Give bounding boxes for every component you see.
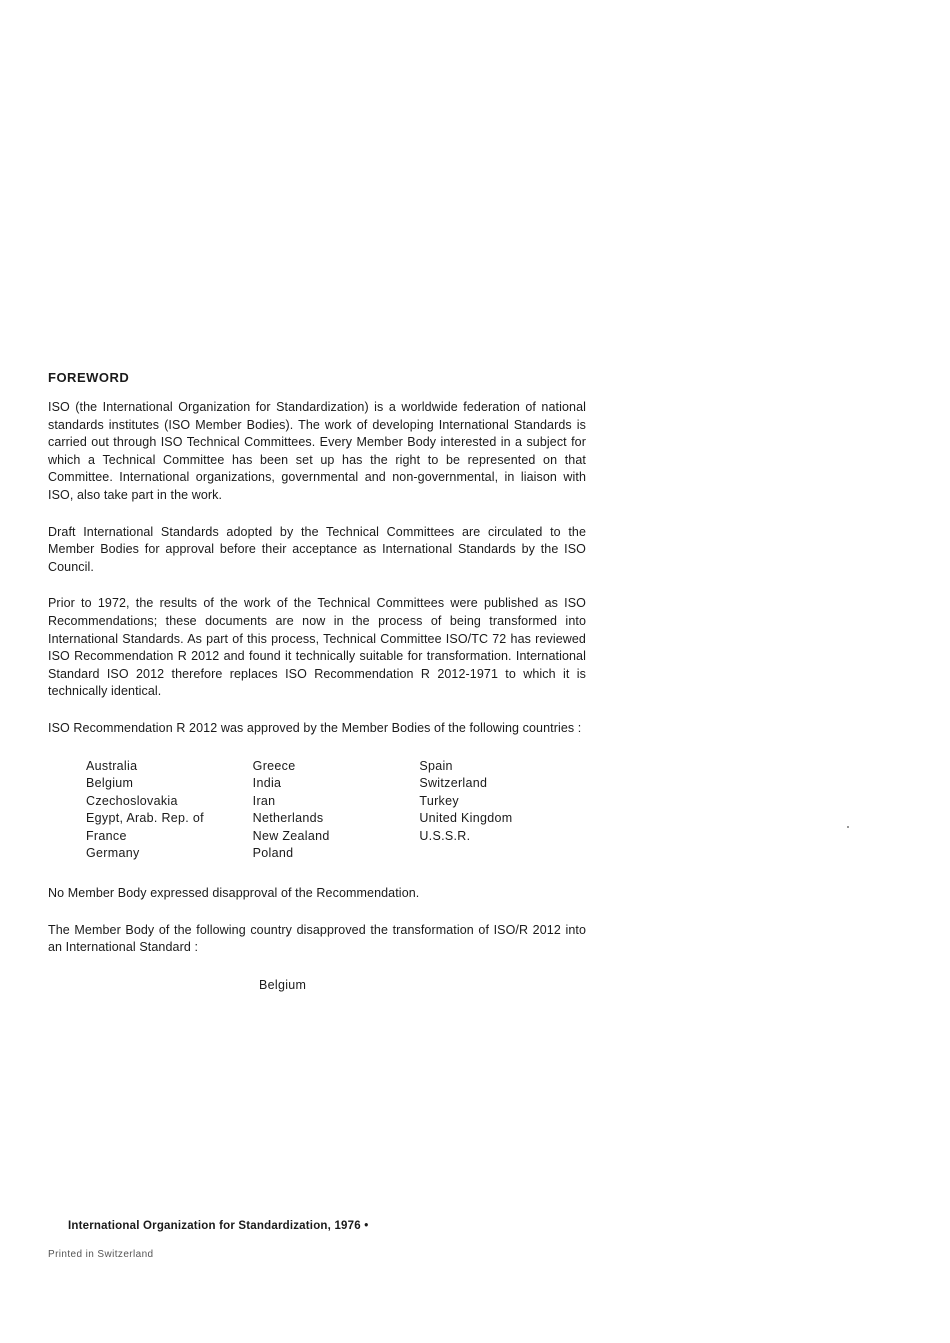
- country-item: Netherlands: [252, 811, 324, 826]
- copyright-notice: International Organization for Standardization, 1976 •: [68, 1220, 369, 1232]
- scan-speck: [847, 826, 849, 828]
- country-column-3: [419, 758, 586, 864]
- country-item: Belgium: [86, 776, 134, 791]
- country-item: Australia: [86, 758, 138, 773]
- foreword-heading: FOREWORD: [48, 370, 130, 385]
- country-item: Iran: [252, 793, 276, 808]
- country-item: Egypt, Arab. Rep. of: [86, 811, 204, 826]
- disapproval-statement: The Member Body of the following country disapproved the transformation of ISO/R 2012 into an International Standard :: [48, 922, 586, 955]
- country-item: Greece: [252, 758, 296, 773]
- foreword-paragraph-2: Draft International Standards adopted by the Technical Committees are circulated to the Member Bodies for approval before their acceptance as International Standards by the ISO Council.: [48, 524, 586, 574]
- country-item: U.S.S.R.: [419, 828, 471, 843]
- country-item: Germany: [86, 846, 140, 861]
- printed-notice: Printed in Switzerland: [48, 1249, 154, 1260]
- country-item: United Kingdom: [419, 811, 513, 826]
- approving-countries-list: [86, 758, 586, 864]
- country-item: New Zealand: [252, 828, 330, 843]
- country-item: Czechoslovakia: [86, 793, 178, 808]
- country-item: Poland: [252, 846, 294, 861]
- no-disapproval-statement: No Member Body expressed disapproval of the Recommendation.: [48, 886, 420, 901]
- country-item: Turkey: [419, 793, 459, 808]
- country-item: Spain: [419, 758, 453, 773]
- country-column-2: [253, 758, 420, 864]
- country-item: France: [86, 828, 127, 843]
- country-item: India: [252, 776, 282, 791]
- foreword-paragraph-4: ISO Recommendation R 2012 was approved by the Member Bodies of the following countries :: [48, 720, 582, 735]
- country-column-1: [86, 758, 253, 864]
- disapproving-country: Belgium: [259, 977, 307, 992]
- foreword-paragraph-3: Prior to 1972, the results of the work of the Technical Committees were published as ISO Recommendations; these documents are now in the process of being transformed into International Standards. As part of this process, Technical Committee ISO/TC 72 has reviewed ISO Recommendation R 2012 and found it technically suitable for transformation. International Standard ISO 2012 therefore replaces ISO Recommendation R 2012-1971 to which it is technically identical.: [48, 596, 586, 699]
- country-item: Switzerland: [419, 776, 488, 791]
- foreword-paragraph-1: ISO (the International Organization for Standardization) is a worldwide federation of national standards institutes (ISO Member Bodies). The work of developing International Standards is carried out through ISO Technical Committees. Every Member Body interested in a subject for which a Technical Committee has been set up has the right to be represented on that Committee. International organizations, governmental and non-governmental, in liaison with ISO, also take part in the work.: [48, 400, 586, 502]
- foreword-section: [48, 370, 586, 994]
